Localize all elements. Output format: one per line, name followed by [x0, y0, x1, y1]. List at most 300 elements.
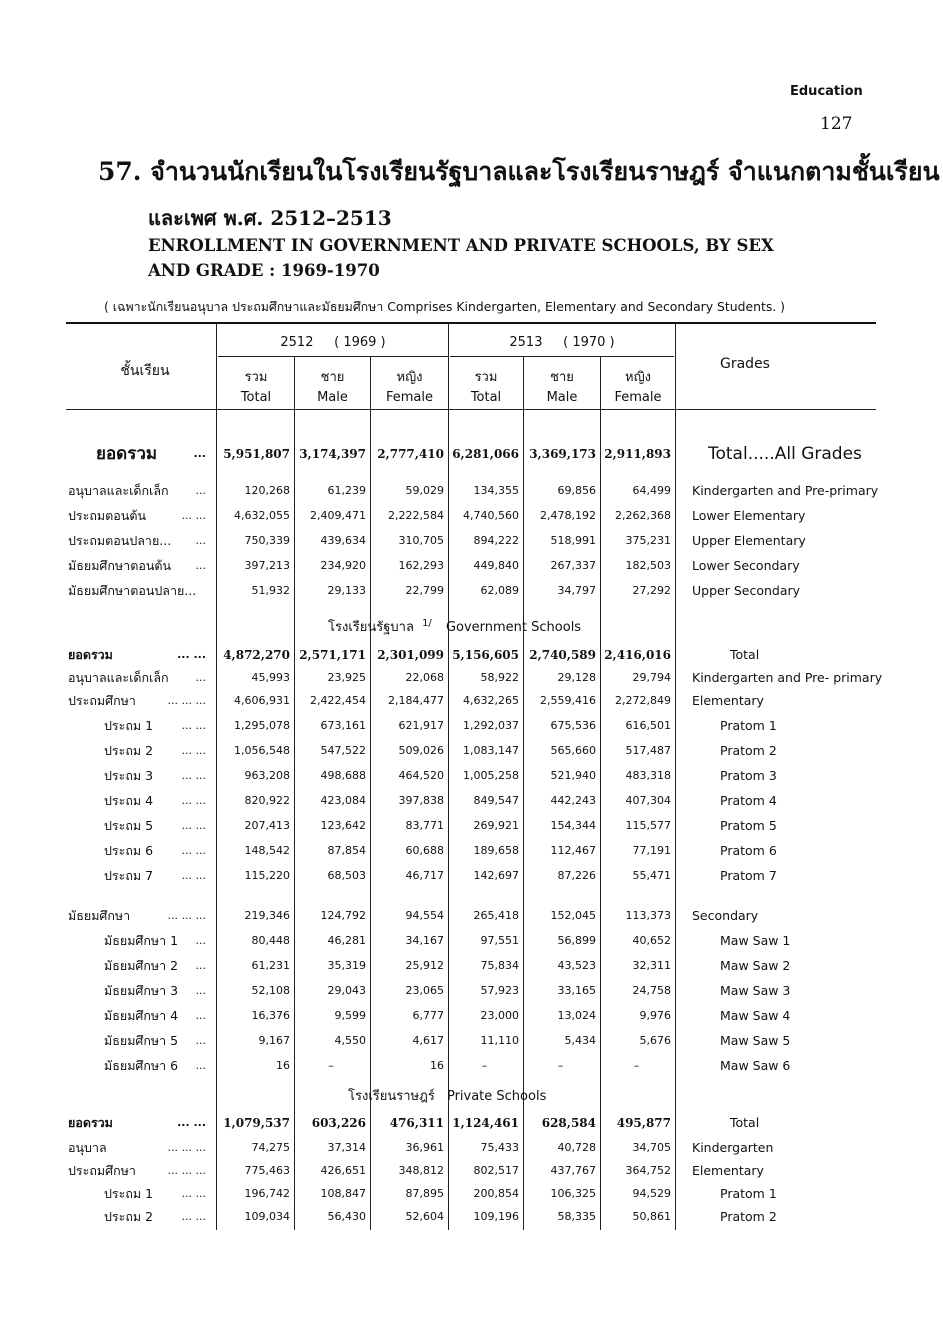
row-label-thai [68, 644, 214, 666]
table-row [0, 815, 943, 837]
table-cell: 43,523 [557, 959, 596, 972]
table-cell: 115,220 [244, 869, 290, 882]
table-cell: 1,083,147 [463, 744, 519, 757]
leader-dots: ... [195, 671, 206, 684]
table-cell: 407,304 [625, 794, 671, 807]
table-cell: 29,043 [327, 984, 366, 997]
col-head-female70-thai: หญิง [625, 370, 651, 385]
table-cell: 364,752 [625, 1164, 671, 1177]
table-cell: 603,226 [311, 1116, 366, 1130]
table-row [0, 443, 943, 465]
table-row [0, 865, 943, 887]
row-label-english: Total.....All Grades [708, 444, 862, 464]
row-label-english: Elementary [692, 1163, 764, 1178]
table-cell: – [633, 1059, 640, 1072]
col-head-female70-en: Female [614, 390, 662, 405]
table-cell: 628,584 [541, 1116, 596, 1130]
table-cell: 521,940 [550, 769, 596, 782]
table-cell: 673,161 [320, 719, 366, 732]
table-cell: 68,503 [327, 869, 366, 882]
table-cell: 509,026 [398, 744, 444, 757]
row-label-thai [104, 955, 214, 977]
table-cell: 45,993 [251, 671, 290, 684]
table-cell: 750,339 [244, 534, 290, 547]
table-row [0, 690, 943, 712]
table-cell: 3,174,397 [299, 447, 366, 461]
table-cell: 4,550 [334, 1034, 366, 1047]
table-cell: 60,688 [405, 844, 444, 857]
row-label-thai [104, 740, 214, 762]
section-private [348, 1085, 546, 1106]
table-cell: 87,854 [327, 844, 366, 857]
table-cell: – [481, 1059, 488, 1072]
table-cell: 13,024 [557, 1009, 596, 1022]
table-cell: 2,478,192 [540, 509, 596, 522]
table-cell: 109,034 [244, 1210, 290, 1223]
row-label-thai [104, 930, 214, 952]
table-cell: 200,854 [473, 1187, 519, 1200]
row-label-english: Total [730, 647, 760, 662]
row-label-thai-text: ประถม 1 [104, 718, 154, 733]
col-head-female69-thai: หญิง [396, 370, 423, 385]
table-cell: 35,319 [327, 959, 366, 972]
leader-dots: ... ... [181, 744, 206, 757]
table-cell: 55,471 [632, 869, 671, 882]
table-row [0, 765, 943, 787]
table-cell: 87,895 [405, 1187, 444, 1200]
table-cell: 29,128 [557, 671, 596, 684]
col-head-grade-thai: ชั้นเรียน [120, 363, 170, 379]
table-cell: 34,797 [557, 584, 596, 597]
table-cell: 4,632,055 [234, 509, 290, 522]
col-head-total69-en: Total [240, 390, 272, 405]
table-cell: 75,834 [480, 959, 519, 972]
table-cell: 2,571,171 [299, 648, 366, 662]
col-head-male69-en: Male [317, 390, 348, 405]
table-cell: 59,029 [405, 484, 444, 497]
table-row [0, 667, 943, 689]
col-head-female69-en: Female [385, 390, 433, 405]
table-cell: 3,369,173 [529, 447, 596, 461]
row-label-thai [104, 790, 214, 812]
row-label-english: Maw Saw 2 [720, 958, 791, 973]
table-cell: 963,208 [244, 769, 290, 782]
leader-dots: ... ... ... [167, 1141, 206, 1154]
row-label-thai [104, 865, 214, 887]
table-cell: 207,413 [244, 819, 290, 832]
table-cell: 23,925 [327, 671, 366, 684]
table-cell: 894,222 [473, 534, 519, 547]
row-label-english: Maw Saw 5 [720, 1033, 791, 1048]
table-cell: 23,000 [480, 1009, 519, 1022]
table-cell: 5,676 [639, 1034, 671, 1047]
table-cell: 9,976 [639, 1009, 671, 1022]
table-cell: 4,617 [412, 1034, 444, 1047]
table-cell: 219,346 [244, 909, 290, 922]
table-cell: 87,226 [557, 869, 596, 882]
table-row [0, 840, 943, 862]
leader-dots: ... ... [181, 1210, 206, 1223]
table-cell: 437,767 [550, 1164, 596, 1177]
section-government-note: 1/ [422, 617, 432, 629]
row-label-thai [68, 530, 214, 552]
table-cell: 5,951,807 [223, 447, 290, 461]
table-cell: 120,268 [244, 484, 290, 497]
table-cell: 4,740,560 [463, 509, 519, 522]
row-label-thai [104, 980, 214, 1002]
row-label-english: Kindergarten [692, 1140, 774, 1155]
table-cell: 518,991 [550, 534, 596, 547]
section-government [328, 616, 581, 637]
table-cell: 483,318 [625, 769, 671, 782]
table-cell: 22,799 [405, 584, 444, 597]
table-cell: 1,124,461 [452, 1116, 519, 1130]
table-cell: 2,559,416 [540, 694, 596, 707]
table-cell: 2,184,477 [388, 694, 444, 707]
table-cell: 1,005,258 [463, 769, 519, 782]
row-label-english: Maw Saw 1 [720, 933, 791, 948]
row-label-thai [68, 905, 214, 927]
row-label-english: Maw Saw 3 [720, 983, 791, 998]
row-label-thai [104, 765, 214, 787]
table-cell: 46,281 [327, 934, 366, 947]
table-cell: 34,167 [405, 934, 444, 947]
table-cell: 69,856 [557, 484, 596, 497]
col-head-total69-thai: รวม [244, 370, 268, 385]
table-cell: 58,922 [480, 671, 519, 684]
table-cell: 775,463 [244, 1164, 290, 1177]
table-cell: 80,448 [251, 934, 290, 947]
leader-dots: ... ... [181, 844, 206, 857]
table-cell: 97,551 [480, 934, 519, 947]
row-label-thai [68, 580, 214, 602]
running-head: Education [790, 84, 863, 99]
row-label-english: Maw Saw 6 [720, 1058, 791, 1073]
table-cell: 123,642 [320, 819, 366, 832]
table-cell: 621,917 [398, 719, 444, 732]
table-cell: 50,861 [632, 1210, 671, 1223]
table-cell: 162,293 [398, 559, 444, 572]
row-label-english: Pratom 1 [720, 718, 777, 733]
row-label-english: Elementary [692, 693, 764, 708]
table-cell: 675,536 [550, 719, 596, 732]
table-cell: 2,262,368 [615, 509, 671, 522]
col-head-grades-en: Grades [720, 356, 770, 372]
row-label-thai-text: อนุบาลและเด็กเล็ก [68, 670, 169, 685]
row-label-english: Pratom 4 [720, 793, 777, 808]
row-label-thai-text: ประถมศึกษา [68, 1163, 136, 1178]
table-cell: 265,418 [473, 909, 519, 922]
table-cell: 4,632,265 [463, 694, 519, 707]
table-cell: 348,812 [398, 1164, 444, 1177]
year-group-rule-2 [450, 356, 674, 357]
table-cell: 58,335 [557, 1210, 596, 1223]
leader-dots: ... ... ... [167, 909, 206, 922]
row-label-thai [104, 1055, 214, 1077]
table-row [0, 955, 943, 977]
row-label-thai [68, 1160, 214, 1182]
row-label-english: Total [730, 1115, 760, 1130]
leader-dots: ... ... [177, 648, 206, 661]
table-cell: 46,717 [405, 869, 444, 882]
row-label-thai-text: ประถม 2 [104, 743, 154, 758]
row-label-thai [96, 443, 214, 465]
table-cell: – [328, 1059, 334, 1072]
row-label-thai-text: ประถม 7 [104, 868, 154, 883]
table-cell: 152,045 [550, 909, 596, 922]
row-label-thai-text: มัธยมศึกษา [68, 908, 131, 923]
table-cell: 565,660 [550, 744, 596, 757]
table-cell: 75,433 [480, 1141, 519, 1154]
table-cell: 16,376 [251, 1009, 290, 1022]
table-row [0, 1030, 943, 1052]
row-label-english: Pratom 5 [720, 818, 777, 833]
row-label-thai-text: ยอดรวม [68, 1115, 113, 1130]
row-label-english: Pratom 2 [720, 1209, 777, 1224]
table-cell: 849,547 [473, 794, 519, 807]
table-row [0, 740, 943, 762]
leader-dots: ... ... [181, 509, 206, 522]
table-row [0, 715, 943, 737]
table-cell: 27,292 [632, 584, 671, 597]
table-cell: 442,243 [550, 794, 596, 807]
row-label-thai [68, 667, 214, 689]
table-cell: 517,487 [625, 744, 671, 757]
table-cell: 234,920 [320, 559, 366, 572]
table-cell: 37,314 [327, 1141, 366, 1154]
table-cell: 439,634 [320, 534, 366, 547]
table-cell: 2,422,454 [310, 694, 366, 707]
table-cell: 56,430 [327, 1210, 366, 1223]
table-cell: 52,604 [405, 1210, 444, 1223]
row-label-english: Lower Elementary [692, 508, 806, 523]
table-cell: 52,108 [251, 984, 290, 997]
leader-dots: ... [195, 1009, 206, 1022]
row-label-thai-text: ประถม 3 [104, 768, 154, 783]
col-head-male69-thai: ชาย [320, 370, 345, 385]
table-cell: 142,697 [473, 869, 519, 882]
section-private-thai: โรงเรียนราษฎร์ [348, 1089, 435, 1104]
table-cell: 196,742 [244, 1187, 290, 1200]
table-cell: 2,272,849 [615, 694, 671, 707]
table-row [0, 1206, 943, 1228]
table-cell: 2,222,584 [388, 509, 444, 522]
table-cell: 269,921 [473, 819, 519, 832]
row-label-thai-text: มัธยมศึกษา 2 [104, 958, 179, 973]
col-head-male70-thai: ชาย [550, 370, 574, 385]
table-cell: 77,191 [632, 844, 671, 857]
page-number: 127 [820, 114, 853, 134]
table-cell: 1,292,037 [463, 719, 519, 732]
table-cell: 22,068 [405, 671, 444, 684]
table-row [0, 1005, 943, 1027]
row-label-thai [104, 1206, 214, 1228]
year-group-rule-1 [218, 356, 448, 357]
table-cell: 9,599 [334, 1009, 366, 1022]
table-cell: – [557, 1059, 564, 1072]
table-cell: 182,503 [625, 559, 671, 572]
title-english-line1: ENROLLMENT IN GOVERNMENT AND PRIVATE SCHOOLS, BY SEX [148, 236, 774, 255]
table-cell: 1,079,537 [223, 1116, 290, 1130]
table-cell: 23,065 [405, 984, 444, 997]
leader-dots: ... ... [181, 719, 206, 732]
table-cell: 1,295,078 [234, 719, 290, 732]
table-cell: 109,196 [473, 1210, 519, 1223]
table-row [0, 1055, 943, 1077]
table-cell: 11,110 [480, 1034, 519, 1047]
row-label-english: Pratom 1 [720, 1186, 777, 1201]
table-cell: 495,877 [616, 1116, 671, 1130]
table-row [0, 555, 943, 577]
leader-dots: ... [195, 534, 206, 547]
table-row [0, 505, 943, 527]
table-cell: 16 [276, 1059, 290, 1072]
leader-dots: ... [195, 559, 206, 572]
table-cell: 108,847 [320, 1187, 366, 1200]
table-cell: 154,344 [550, 819, 596, 832]
table-row [0, 1137, 943, 1159]
row-label-thai [104, 815, 214, 837]
table-cell: 115,577 [625, 819, 671, 832]
row-label-thai-text: มัธยมศึกษา 1 [104, 933, 179, 948]
table-cell: 106,325 [550, 1187, 596, 1200]
leader-dots: ... ... [181, 769, 206, 782]
table-cell: 148,542 [244, 844, 290, 857]
row-label-thai-text: ยอดรวม [96, 444, 158, 464]
table-cell: 134,355 [473, 484, 519, 497]
table-cell: 94,554 [405, 909, 444, 922]
table-cell: 61,231 [251, 959, 290, 972]
table-cell: 6,777 [412, 1009, 444, 1022]
table-row [0, 644, 943, 666]
row-label-english: Upper Elementary [692, 533, 806, 548]
leader-dots: ... ... ... [167, 1164, 206, 1177]
leader-dots: ... ... ... [167, 694, 206, 707]
table-cell: 29,794 [632, 671, 671, 684]
leader-dots: ... [195, 1059, 206, 1072]
table-cell: 189,658 [473, 844, 519, 857]
row-label-english: Pratom 2 [720, 743, 777, 758]
row-label-thai [104, 840, 214, 862]
table-cell: 24,758 [632, 984, 671, 997]
table-cell: 2,416,016 [604, 648, 671, 662]
row-label-english: Lower Secondary [692, 558, 800, 573]
table-cell: 16 [430, 1059, 444, 1072]
row-label-thai-text: ยอดรวม [68, 647, 113, 662]
table-row [0, 930, 943, 952]
row-label-thai-text: มัธยมศึกษาตอนปลาย... [68, 583, 197, 598]
table-cell: 34,705 [632, 1141, 671, 1154]
table-cell: 498,688 [320, 769, 366, 782]
row-label-thai-text: ประถมตอนต้น [68, 508, 147, 523]
row-label-thai-text: มัธยมศึกษา 6 [104, 1058, 179, 1073]
table-row [0, 790, 943, 812]
row-label-thai-text: ประถมศึกษา [68, 693, 136, 708]
title-english-line2: AND GRADE : 1969-1970 [148, 261, 380, 280]
table-cell: 40,652 [632, 934, 671, 947]
table-cell: 2,911,893 [604, 447, 671, 461]
header-bottom-rule [66, 409, 876, 410]
table-cell: 1,056,548 [234, 744, 290, 757]
leader-dots: ... [195, 959, 206, 972]
table-cell: 2,740,589 [529, 648, 596, 662]
table-cell: 2,777,410 [377, 447, 444, 461]
table-row [0, 905, 943, 927]
title-thai-line2: และเพศ พ.ศ. 2512–2513 [148, 206, 392, 230]
row-label-thai [104, 1030, 214, 1052]
table-cell: 74,275 [251, 1141, 290, 1154]
row-label-thai-text: มัธยมศึกษาตอนต้น [68, 558, 172, 573]
table-cell: 2,301,099 [377, 648, 444, 662]
table-cell: 57,923 [480, 984, 519, 997]
table-cell: 449,840 [473, 559, 519, 572]
title-thai-line1: 57. จำนวนนักเรียนในโรงเรียนรัฐบาลและโรงเรียนราษฎร์ จำแนกตามชั้นเรียน [98, 157, 940, 186]
leader-dots: ... ... [181, 794, 206, 807]
row-label-english: Pratom 6 [720, 843, 777, 858]
leader-dots: ... [195, 484, 206, 497]
row-label-english: Upper Secondary [692, 583, 801, 598]
row-label-thai [68, 690, 214, 712]
table-cell: 6,281,066 [452, 447, 519, 461]
leader-dots: ... ... [181, 869, 206, 882]
table-top-rule [66, 322, 876, 324]
table-cell: 40,728 [557, 1141, 596, 1154]
row-label-thai-text: ประถม 4 [104, 793, 154, 808]
col-head-total70-en: Total [470, 390, 502, 405]
leader-dots: ... [195, 984, 206, 997]
table-row [0, 480, 943, 502]
row-label-thai-text: อนุบาล [68, 1140, 107, 1155]
table-cell: 476,311 [389, 1116, 444, 1130]
row-label-thai [104, 1183, 214, 1205]
row-label-thai-text: อนุบาลและเด็กเล็ก [68, 483, 169, 498]
table-cell: 64,499 [632, 484, 671, 497]
table-cell: 267,337 [550, 559, 596, 572]
table-cell: 397,838 [398, 794, 444, 807]
table-row [0, 530, 943, 552]
col-head-total70-thai: รวม [474, 370, 498, 385]
row-label-thai [68, 555, 214, 577]
row-label-thai-text: ประถมตอนปลาย... [68, 533, 172, 548]
row-label-thai [68, 505, 214, 527]
row-label-thai [68, 1137, 214, 1159]
table-note: ( เฉพาะนักเรียนอนุบาล ประถมศึกษาและมัธยมศึกษา Comprises Kindergarten, Elementary and Secondary Students. ) [104, 299, 785, 314]
table-cell: 113,373 [625, 909, 671, 922]
col-head-male70-en: Male [546, 390, 578, 405]
table-cell: 56,899 [557, 934, 596, 947]
table-cell: 375,231 [625, 534, 671, 547]
row-label-english: Pratom 7 [720, 868, 777, 883]
table-cell: 83,771 [405, 819, 444, 832]
leader-dots: ... ... [181, 1187, 206, 1200]
leader-dots: ... ... [177, 1116, 206, 1129]
row-label-thai [104, 1005, 214, 1027]
table-cell: 61,239 [327, 484, 366, 497]
table-row [0, 1183, 943, 1205]
row-label-english: Pratom 3 [720, 768, 777, 783]
col-head-year-1970: 2513 ( 1970 ) [509, 335, 615, 350]
table-cell: 616,501 [625, 719, 671, 732]
leader-dots: ... [193, 447, 206, 460]
table-cell: 124,792 [320, 909, 366, 922]
table-cell: 4,606,931 [234, 694, 290, 707]
col-head-year-1969: 2512 ( 1969 ) [280, 335, 386, 350]
table-cell: 423,084 [320, 794, 366, 807]
row-label-english: Kindergarten and Pre- primary [692, 670, 883, 685]
row-label-thai [68, 480, 214, 502]
row-label-thai-text: ประถม 1 [104, 1186, 154, 1201]
table-cell: 397,213 [244, 559, 290, 572]
